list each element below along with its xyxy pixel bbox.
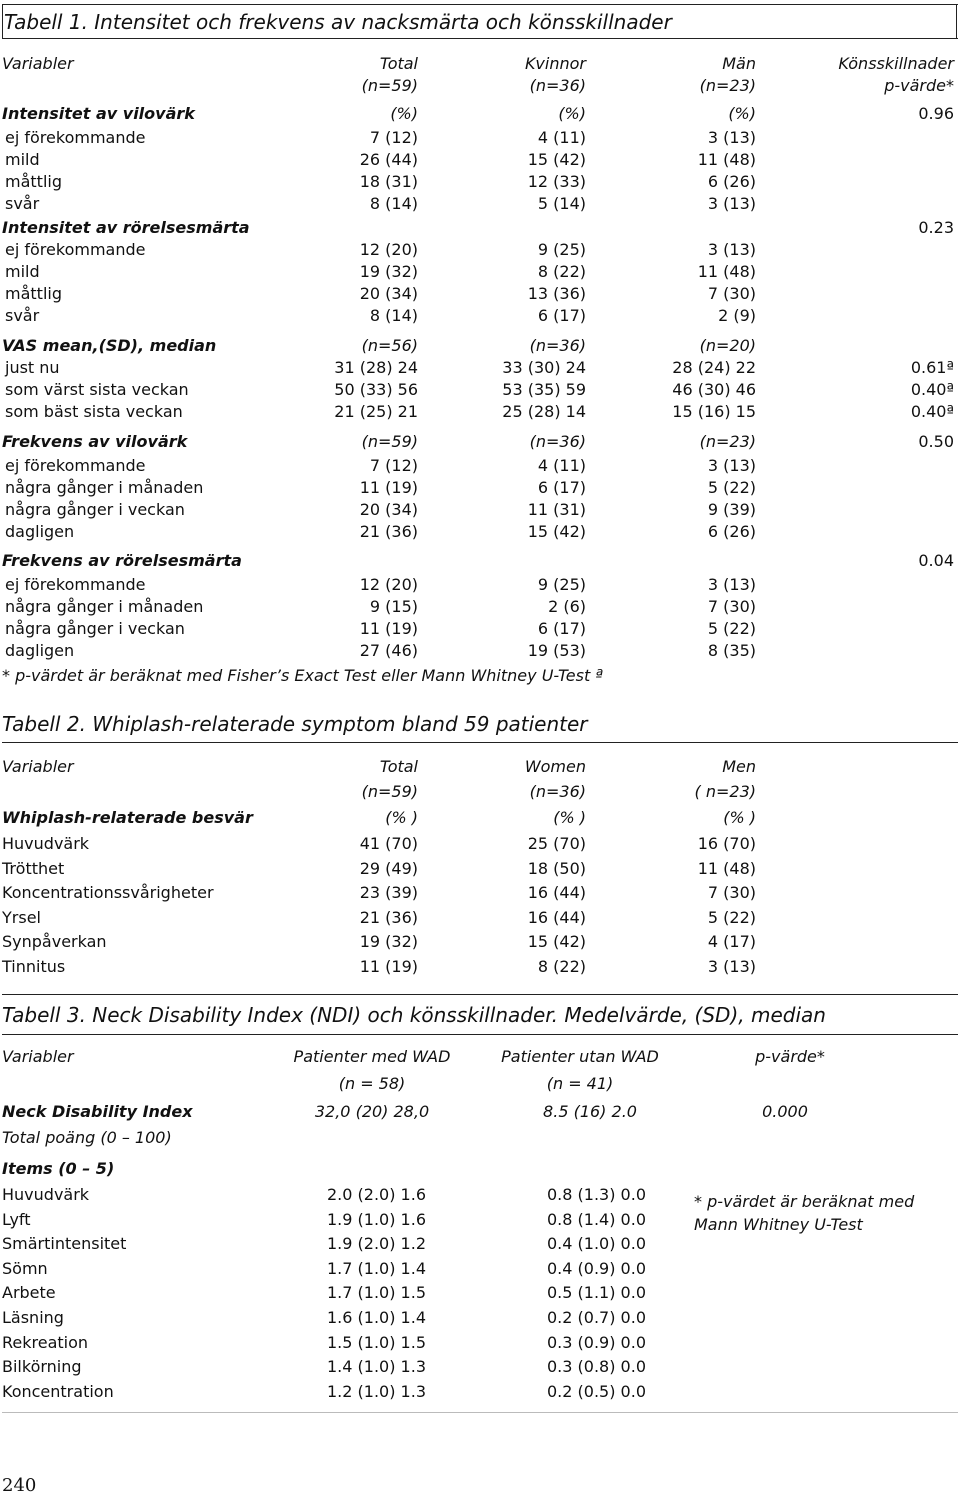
table2-header-total-n: (n=59) xyxy=(361,782,418,801)
table1-row-label: mild xyxy=(5,262,40,281)
table3-row-with-wad: 1.4 (1.0) 1.3 xyxy=(327,1357,426,1377)
table1-row-p: 0.04 xyxy=(918,551,954,570)
table1-row-total: 26 (44) xyxy=(359,150,418,169)
table1-row-man: 11 (48) xyxy=(697,150,756,169)
table1-row-kvinnor: (n=36) xyxy=(529,432,586,451)
table2-row-label: Yrsel xyxy=(2,907,41,927)
table1-row-total: (%) xyxy=(390,104,418,123)
table2-row-men: 5 (22) xyxy=(707,907,756,927)
table3-row-without-wad: 0.8 (1.3) 0.0 xyxy=(547,1185,646,1204)
table1-row-label: Frekvens av vilovärk xyxy=(2,432,188,451)
table2-header-total: Total xyxy=(379,757,418,776)
table1-row-kvinnor: 2 (6) xyxy=(548,597,586,616)
table2-header-men-n: ( n=23) xyxy=(694,782,756,801)
table2-row-men: 4 (17) xyxy=(707,932,756,952)
table1-row-label: VAS mean,(SD), median xyxy=(2,336,217,355)
table2-header-men: Men xyxy=(722,757,756,776)
table1-row-label: ej förekommande xyxy=(5,240,146,259)
table1-row-man: 3 (13) xyxy=(707,194,756,213)
table1-row-p: 0.23 xyxy=(918,218,954,237)
table1-row-kvinnor: 9 (25) xyxy=(537,240,586,259)
table3-row-with-wad: 1.9 (2.0) 1.2 xyxy=(327,1234,426,1254)
table3-note-line1: * p-värdet är beräknat med xyxy=(694,1192,915,1211)
table1-row-label: som värst sista veckan xyxy=(5,380,189,399)
table1-row-total: 7 (12) xyxy=(369,128,418,147)
table3-header-with-wad-n: (n = 58) xyxy=(338,1074,406,1093)
table1-row-kvinnor: 53 (35) 59 xyxy=(502,380,586,399)
table3-note-line2: Mann Whitney U-Test xyxy=(694,1215,863,1234)
table1-row-kvinnor: 25 (28) 14 xyxy=(502,402,586,421)
table1-row-total: 27 (46) xyxy=(359,641,418,660)
table1-row-p: 0.50 xyxy=(918,432,954,451)
table1-header-p-varde: p-värde* xyxy=(884,76,954,95)
table1-footnote: * p-värdet är beräknat med Fisher’s Exact Test eller Mann Whitney U-Test ª xyxy=(2,666,603,685)
table1-row-total: 11 (19) xyxy=(359,619,418,638)
table3-row-label: Rekreation xyxy=(2,1332,89,1352)
table1-top-rule xyxy=(2,4,958,5)
table3-row-with-wad: 1.5 (1.0) 1.5 xyxy=(327,1332,426,1352)
table1-row-kvinnor: 6 (17) xyxy=(537,478,586,497)
table1-row-label: ej förekommande xyxy=(5,575,146,594)
table1-row-total: (n=56) xyxy=(361,336,418,355)
table2-row-total: 19 (32) xyxy=(359,932,418,952)
table1-row-label: mild xyxy=(5,150,40,169)
table3-header-without-wad-n: (n = 41) xyxy=(546,1074,614,1093)
table1-row-total: 7 (12) xyxy=(369,456,418,475)
table2-header-variabler: Variabler xyxy=(2,757,74,776)
table3-row-with-wad: 1.7 (1.0) 1.5 xyxy=(327,1283,426,1303)
table3-bottom-rule xyxy=(2,1412,958,1413)
table1-row-kvinnor: 5 (14) xyxy=(537,194,586,213)
table1-row-total: 8 (14) xyxy=(369,306,418,325)
table1-row-total: 11 (19) xyxy=(359,478,418,497)
table1-row-label: just nu xyxy=(5,358,60,377)
table3-row-label: Lyft xyxy=(2,1209,31,1229)
table1-row-man: 11 (48) xyxy=(697,262,756,281)
table3-row-label: Koncentration xyxy=(2,1381,114,1401)
table1-row-label: Intensitet av rörelsesmärta xyxy=(2,218,250,237)
table1-row-label: ej förekommande xyxy=(5,456,146,475)
table2-row-women: 15 (42) xyxy=(527,932,586,952)
table2-row-total: 11 (19) xyxy=(359,957,418,976)
table1-row-kvinnor: 33 (30) 24 xyxy=(502,358,586,377)
table2-row-women: 16 (44) xyxy=(527,883,586,903)
table2-header-women: Women xyxy=(524,757,586,776)
table3-ndi-p: 0.000 xyxy=(762,1102,808,1121)
table1-row-kvinnor: 4 (11) xyxy=(537,456,586,475)
table2-row-men: 7 (30) xyxy=(707,883,756,903)
table3-row-without-wad: 0.2 (0.7) 0.0 xyxy=(547,1308,646,1327)
table1-row-label: som bäst sista veckan xyxy=(5,402,183,421)
table1-row-label: Intensitet av vilovärk xyxy=(2,104,195,123)
table1-title: Tabell 1. Intensitet och frekvens av nacksmärta och könsskillnader xyxy=(4,10,672,34)
table1-row-man: 3 (13) xyxy=(707,456,756,475)
table3-row-label: Sömn xyxy=(2,1258,48,1278)
table1-row-p: 0.40ª xyxy=(910,380,954,399)
table1-row-man: 6 (26) xyxy=(707,172,756,191)
table1-row-man: 46 (30) 46 xyxy=(672,380,756,399)
table1-row-p: 0.96 xyxy=(918,104,954,123)
table3-ndi-subtitle: Total poäng (0 – 100) xyxy=(2,1128,172,1147)
table1-row-label: några gånger i veckan xyxy=(5,619,185,638)
table1-row-total: 19 (32) xyxy=(359,262,418,281)
table1-right-edge xyxy=(956,4,957,38)
table3-row-label: Huvudvärk xyxy=(2,1185,90,1204)
table2-row-total: 21 (36) xyxy=(359,907,418,927)
table3-row-label: Bilkörning xyxy=(2,1357,82,1377)
table1-header-total-n: (n=59) xyxy=(361,76,418,95)
table1-row-man: (n=20) xyxy=(699,336,756,355)
table1-row-total: (n=59) xyxy=(361,432,418,451)
table1-row-p: 0.61ª xyxy=(910,358,954,377)
table3-row-with-wad: 2.0 (2.0) 1.6 xyxy=(327,1185,426,1204)
table1-row-total: 31 (28) 24 xyxy=(334,358,418,377)
table1-row-kvinnor: 8 (22) xyxy=(537,262,586,281)
table1-row-label: Frekvens av rörelsesmärta xyxy=(2,551,242,570)
table1-row-man: 7 (30) xyxy=(707,597,756,616)
table1-row-total: 21 (25) 21 xyxy=(334,402,418,421)
table1-row-label: dagligen xyxy=(5,641,75,660)
table2-row-women: 18 (50) xyxy=(527,858,586,878)
table2-section-total: (% ) xyxy=(385,808,418,827)
table2-row-label: Koncentrationssvårigheter xyxy=(2,883,214,903)
table1-header-kvinnor: Kvinnor xyxy=(524,54,586,73)
table3-row-label: Läsning xyxy=(2,1308,64,1327)
table1-row-kvinnor: 19 (53) xyxy=(527,641,586,660)
table3-items-label: Items (0 – 5) xyxy=(2,1159,115,1178)
table1-row-man: 2 (9) xyxy=(718,306,756,325)
table1-row-man: 5 (22) xyxy=(707,619,756,638)
table1-row-total: 21 (36) xyxy=(359,522,418,541)
table1-row-kvinnor: 9 (25) xyxy=(537,575,586,594)
table1-row-man: 15 (16) 15 xyxy=(672,402,756,421)
table3-row-label: Smärtintensitet xyxy=(2,1234,127,1254)
table2-row-label: Huvudvärk xyxy=(2,834,90,853)
table2-bottom-rule xyxy=(2,994,958,995)
table3-title: Tabell 3. Neck Disability Index (NDI) och könsskillnader. Medelvärde, (SD), median xyxy=(2,1003,826,1027)
table2-section-men: (% ) xyxy=(723,808,756,827)
table2-title: Tabell 2. Whiplash-relaterade symptom bland 59 patienter xyxy=(2,712,588,736)
table1-row-total: 12 (20) xyxy=(359,575,418,594)
table3-row-without-wad: 0.4 (0.9) 0.0 xyxy=(547,1258,646,1278)
table1-row-kvinnor: (n=36) xyxy=(529,336,586,355)
page-number: 240 xyxy=(2,1475,37,1496)
table2-row-women: 25 (70) xyxy=(527,834,586,853)
table1-header-man-n: (n=23) xyxy=(699,76,756,95)
table2-row-label: Tinnitus xyxy=(2,957,66,976)
table3-row-with-wad: 1.9 (1.0) 1.6 xyxy=(327,1209,426,1229)
table1-row-label: några gånger i månaden xyxy=(5,597,204,616)
table1-header-kvinnor-n: (n=36) xyxy=(529,76,586,95)
table3-title-rule xyxy=(2,1034,958,1035)
table3-row-with-wad: 1.7 (1.0) 1.4 xyxy=(327,1258,426,1278)
table3-row-with-wad: 1.6 (1.0) 1.4 xyxy=(327,1308,426,1327)
table1-row-man: 3 (13) xyxy=(707,240,756,259)
table1-row-kvinnor: 6 (17) xyxy=(537,306,586,325)
table1-row-kvinnor: (%) xyxy=(558,104,586,123)
table3-row-without-wad: 0.5 (1.1) 0.0 xyxy=(547,1283,646,1303)
table3-row-without-wad: 0.8 (1.4) 0.0 xyxy=(547,1209,646,1229)
table1-row-man: 8 (35) xyxy=(707,641,756,660)
table1-row-total: 50 (33) 56 xyxy=(334,380,418,399)
table2-row-women: 16 (44) xyxy=(527,907,586,927)
table1-row-label: några gånger i månaden xyxy=(5,478,204,497)
table1-row-kvinnor: 6 (17) xyxy=(537,619,586,638)
table3-header-with-wad: Patienter med WAD xyxy=(293,1047,451,1066)
table1-row-man: 28 (24) 22 xyxy=(672,358,756,377)
table1-row-man: 9 (39) xyxy=(707,500,756,519)
table1-row-label: måttlig xyxy=(5,172,62,191)
table1-header-man: Män xyxy=(722,54,756,73)
table3-row-without-wad: 0.2 (0.5) 0.0 xyxy=(547,1381,646,1401)
table1-row-kvinnor: 13 (36) xyxy=(527,284,586,303)
table1-row-man: 3 (13) xyxy=(707,128,756,147)
table3-row-label: Arbete xyxy=(2,1283,56,1303)
table1-row-total: 20 (34) xyxy=(359,284,418,303)
table1-header-total: Total xyxy=(379,54,418,73)
table2-row-label: Trötthet xyxy=(2,858,65,878)
table1-row-man: 3 (13) xyxy=(707,575,756,594)
table1-row-kvinnor: 4 (11) xyxy=(537,128,586,147)
table3-row-without-wad: 0.3 (0.8) 0.0 xyxy=(547,1357,646,1377)
table1-row-kvinnor: 12 (33) xyxy=(527,172,586,191)
table2-row-men: 11 (48) xyxy=(697,858,756,878)
table1-row-total: 9 (15) xyxy=(369,597,418,616)
table1-row-man: 6 (26) xyxy=(707,522,756,541)
table1-title-rule xyxy=(2,38,958,39)
table2-row-label: Synpåverkan xyxy=(2,932,107,952)
table2-row-women: 8 (22) xyxy=(537,957,586,976)
table3-ndi-label: Neck Disability Index xyxy=(2,1102,193,1121)
table1-row-man: (n=23) xyxy=(699,432,756,451)
table1-row-total: 12 (20) xyxy=(359,240,418,259)
table3-row-with-wad: 1.2 (1.0) 1.3 xyxy=(327,1381,426,1401)
table3-ndi-with-wad: 32,0 (20) 28,0 xyxy=(314,1102,430,1121)
table1-header-konsskillnader: Könsskillnader xyxy=(838,54,954,73)
table1-row-man: 7 (30) xyxy=(707,284,756,303)
table1-row-kvinnor: 15 (42) xyxy=(527,522,586,541)
table3-row-without-wad: 0.3 (0.9) 0.0 xyxy=(547,1332,646,1352)
table3-row-without-wad: 0.4 (1.0) 0.0 xyxy=(547,1234,646,1254)
table1-row-p: 0.40ª xyxy=(910,402,954,421)
table2-row-men: 3 (13) xyxy=(707,957,756,976)
table1-row-total: 20 (34) xyxy=(359,500,418,519)
table3-header-variabler: Variabler xyxy=(2,1047,74,1066)
table3-ndi-without-wad: 8.5 (16) 2.0 xyxy=(543,1102,637,1121)
table1-left-edge xyxy=(2,4,3,38)
table2-title-rule xyxy=(2,742,958,743)
table1-header-variabler: Variabler xyxy=(2,54,74,73)
table1-row-label: svår xyxy=(5,194,40,213)
table1-row-kvinnor: 15 (42) xyxy=(527,150,586,169)
table2-row-men: 16 (70) xyxy=(697,834,756,853)
table1-row-total: 8 (14) xyxy=(369,194,418,213)
table2-section-label: Whiplash-relaterade besvär xyxy=(2,808,253,827)
table3-header-without-wad: Patienter utan WAD xyxy=(501,1047,659,1066)
table2-row-total: 29 (49) xyxy=(359,858,418,878)
table2-row-total: 41 (70) xyxy=(359,834,418,853)
table1-row-label: ej förekommande xyxy=(5,128,146,147)
table1-row-label: måttlig xyxy=(5,284,62,303)
table1-row-man: 5 (22) xyxy=(707,478,756,497)
table3-header-p-varde: p-värde* xyxy=(755,1047,825,1066)
table1-row-label: svår xyxy=(5,306,40,325)
table1-row-man: (%) xyxy=(728,104,756,123)
table2-header-women-n: (n=36) xyxy=(529,782,586,801)
table1-row-kvinnor: 11 (31) xyxy=(527,500,586,519)
table1-row-label: några gånger i veckan xyxy=(5,500,185,519)
table2-section-women: (% ) xyxy=(553,808,586,827)
table1-row-label: dagligen xyxy=(5,522,75,541)
table1-row-total: 18 (31) xyxy=(359,172,418,191)
table2-row-total: 23 (39) xyxy=(359,883,418,903)
